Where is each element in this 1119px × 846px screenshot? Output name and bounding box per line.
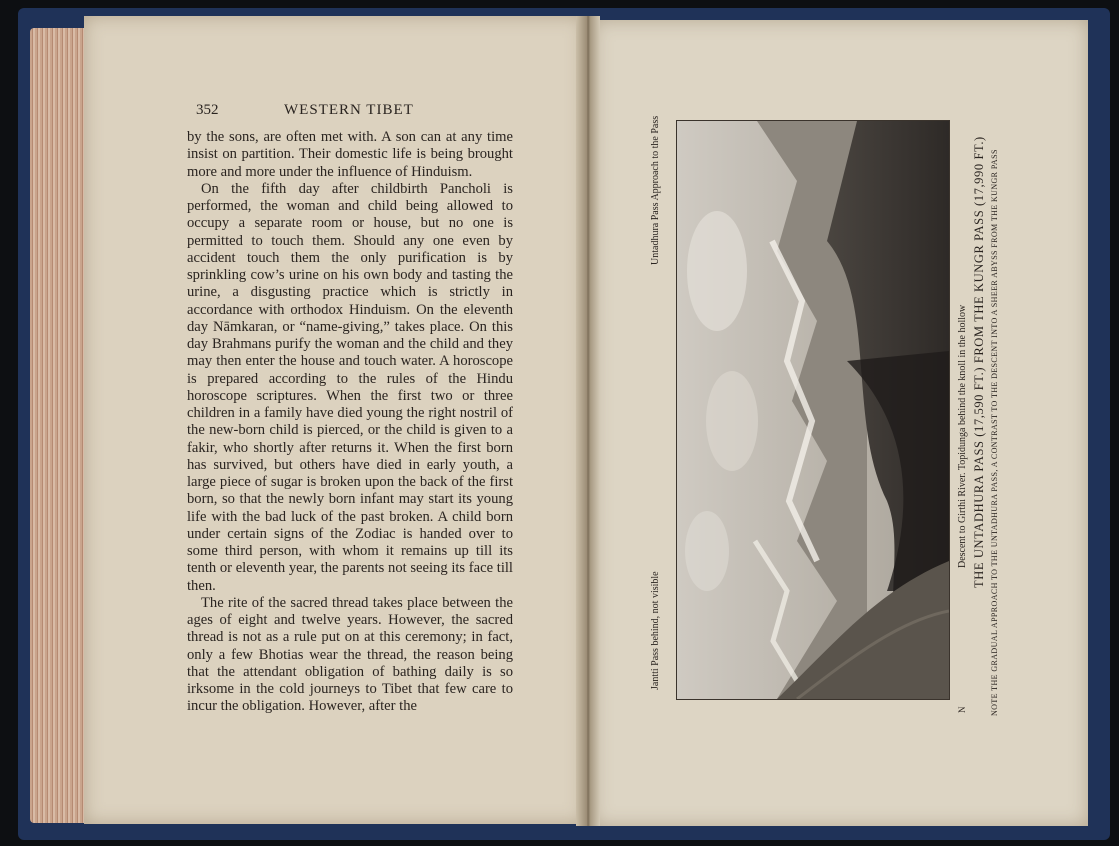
page-number: 352 [196,102,219,118]
body-text [187,129,513,716]
plate-title: THE UNTADHURA PASS (17,590 FT.) FROM THE KUNGR PASS (17,990 FT.) [972,136,986,588]
caption-right: Untadhura Pass Approach to the Pass [650,115,661,265]
caption-descent: Descent to Girthi River. Topidunga behind the knoll in the hollow [957,304,968,568]
paragraph: On the fifth day after childbirth Pancholi is performed, the woman and child being allowed to occupy a separate room or house, but no one is permitted to touch them. Should any one even by accident touch them the only purification is by sprinkling cow’s urine on his own body and tasting the urine, a disgusting practice which is strictly in accordance with orthodox Hinduism. On the eleventh day Nāmkaran, or “name-giving,” takes place. On this day Brahmans purify the woman and the child and they may then enter the house and touch water. A horoscope is prepared according to the rules of the Hindu horoscope scriptures. When the first two or three children in a family have died young the right nostril of the new-born child is pierced, or the child is given to a fakir, who shortly after returns it. When the first born has survived, but others have died in early youth, a large piece of sugar is broken upon the back of the first born, so that the newly born infant may start its young life with the bad luck of the past broken. A child born under certain signs of the Zodiac is handed over to some third person, with whom it remains up till its tenth or eleventh year, the parents not seeing its face till then. [187,180,513,594]
page-edges [30,28,90,823]
mountain-photo-illustration [677,121,949,699]
caption-left: Jantti Pass behind, not visible [650,571,661,690]
running-head [196,102,516,124]
paragraph: by the sons, are often met with. A son can at any time insist on partition. Their domestic life is being brought more and more under the influence of Hinduism. [187,129,513,180]
book-gutter [576,16,600,826]
plate-letter: N [957,706,967,713]
paragraph: The rite of the sacred thread takes place between the ages of eight and twelve years. However, the sacred thread is not as a rule put on at this ceremony; in fact, only a few Bhotias wear the thread, the reason being that the attendant obligation of bathing daily is so irksome in the cold journeys to Tibet that few care to incur the obligation. However, after the [187,594,513,715]
plate-note: NOTE THE GRADUAL APPROACH TO THE UNTADHURA PASS, A CONTRAST TO THE DESCENT INTO A SHEER ABYSS FROM THE KUNGR PASS [990,149,999,716]
running-title: WESTERN TIBET [284,102,414,118]
mountain-photograph [676,120,950,700]
